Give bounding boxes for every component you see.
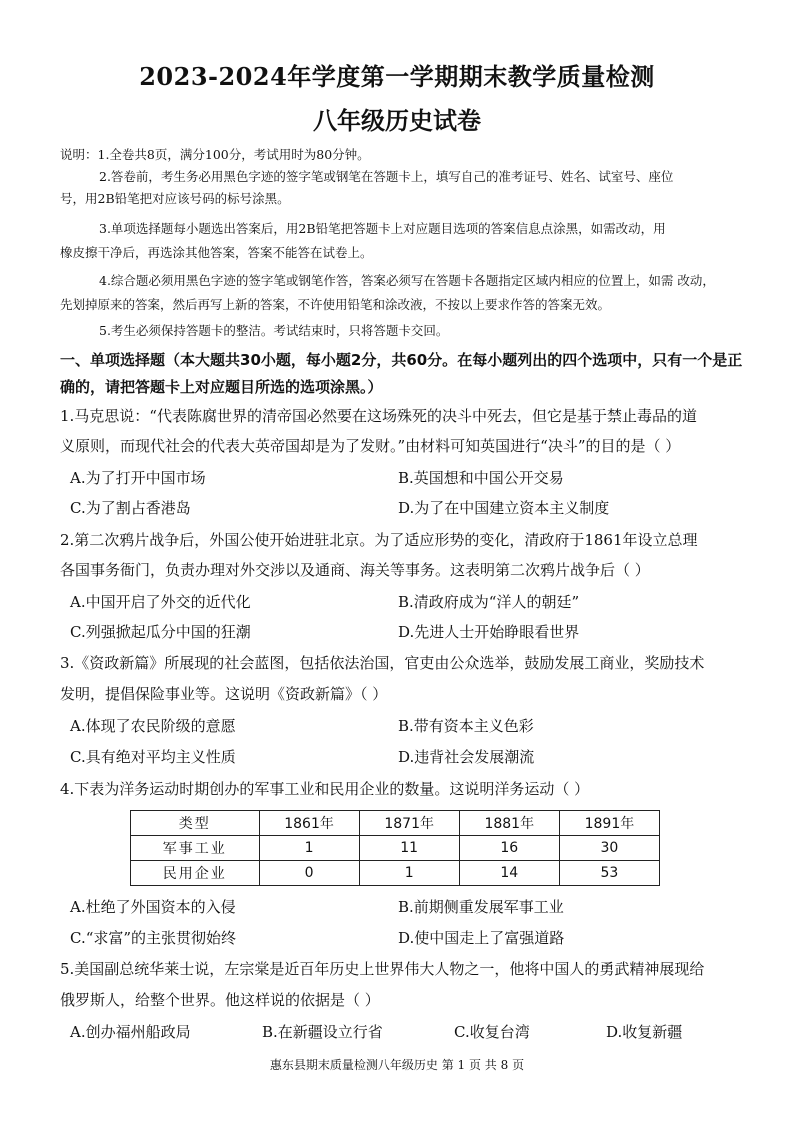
instruction-line: 3.单项选择题每小题选出答案后，用2B铅笔把答题卡上对应题目选项的答案信息点涂黑，如需改动，用 — [99, 221, 666, 236]
table-cell: 30 — [559, 836, 659, 861]
instruction-line: 2.答卷前，考生务必用黑色字迹的签字笔或钢笔在答题卡上，填写自己的准考证号、姓名、试室号、座位 — [99, 169, 674, 184]
table-cell: 14 — [459, 861, 559, 886]
table-header-cell: 1871年 — [359, 811, 459, 836]
question-5-option-c: C.收复台湾 — [454, 1023, 530, 1041]
instruction-line: 说明：1.全卷共8页，满分100分，考试用时为80分钟。 — [60, 147, 370, 162]
question-5-text: 俄罗斯人，给整个世界。他这样说的依据是（ ） — [60, 991, 380, 1009]
question-4-option-a: A.杜绝了外国资本的入侵 — [70, 898, 236, 916]
table-cell: 军事工业 — [131, 836, 260, 861]
section-heading: 一、单项选择题（本大题共30小题，每小题2分，共60分。在每小题列出的四个选项中，只有一个是正 — [60, 351, 743, 369]
question-2-option-b: B.清政府成为“洋人的朝廷” — [398, 593, 580, 611]
table-header-row — [131, 811, 660, 836]
question-5-option-b: B.在新疆设立行省 — [262, 1023, 383, 1041]
table-cell: 11 — [359, 836, 459, 861]
table-cell: 16 — [459, 836, 559, 861]
instruction-line: 先划掉原来的答案，然后再写上新的答案，不许使用铅笔和涂改液，不按以上要求作答的答案无效。 — [60, 297, 611, 312]
table-cell: 1 — [359, 861, 459, 886]
table-row — [131, 861, 660, 886]
question-5-option-d: D.收复新疆 — [606, 1023, 683, 1041]
table-header-cell: 1861年 — [259, 811, 359, 836]
question-2-option-a: A.中国开启了外交的近代化 — [70, 593, 251, 611]
instruction-line: 4.综合题必须用黑色字迹的签字笔或钢笔作答，答案必须写在答题卡各题指定区域内相应的位置上，如需 改动， — [99, 273, 715, 288]
question-2-text: 各国事务衙门，负责办理对外交涉以及通商、海关等事务。这表明第二次鸦片战争后（ ） — [60, 561, 650, 579]
question-5-option-a: A.创办福州船政局 — [70, 1023, 191, 1041]
section-heading: 确的，请把答题卡上对应题目所选的选项涂黑。） — [60, 378, 383, 396]
question-1-option-c: C.为了割占香港岛 — [70, 499, 191, 517]
table-cell: 民用企业 — [131, 861, 260, 886]
question-4-table — [130, 810, 660, 886]
table-header-cell: 1891年 — [559, 811, 659, 836]
question-4-option-b: B.前期侧重发展军事工业 — [398, 898, 564, 916]
page-footer: 惠东县期末质量检测八年级历史 第 1 页 共 8 页 — [269, 1058, 525, 1072]
question-3-option-c: C.具有绝对平均主义性质 — [70, 748, 236, 766]
question-2-option-c: C.列强掀起瓜分中国的狂潮 — [70, 623, 251, 641]
table-row — [131, 836, 660, 861]
question-3-text: 3.《资政新篇》所展现的社会蓝图，包括依法治国，官吏由公众选举，鼓励发展工商业，奖励技术 — [60, 654, 705, 672]
table-header-cell: 1881年 — [459, 811, 559, 836]
instruction-line: 号，用2B铅笔把对应该号码的标号涂黑。 — [60, 191, 290, 206]
question-1-option-a: A.为了打开中国市场 — [70, 469, 206, 487]
question-3-text: 发明，提倡保险事业等。这说明《资政新篇》（ ） — [60, 685, 388, 703]
page-title: 2023-2024年学度第一学期期末教学质量检测 — [139, 62, 655, 91]
question-2-option-d: D.先进人士开始睁眼看世界 — [398, 623, 580, 641]
question-1-text: 义原则，而现代社会的代表大英帝国却是为了发财。”由材料可知英国进行“决斗”的目的是（ ） — [60, 437, 681, 455]
question-5-text: 5.美国副总统华莱士说，左宗棠是近百年历史上世界伟大人物之一，他将中国人的勇武精神展现给 — [60, 960, 705, 978]
question-1-option-d: D.为了在中国建立资本主义制度 — [398, 499, 610, 517]
question-3-option-d: D.违背社会发展潮流 — [398, 748, 535, 766]
table-cell: 0 — [259, 861, 359, 886]
question-3-option-b: B.带有资本主义色彩 — [398, 717, 534, 735]
question-4-option-c: C.“求富”的主张贯彻始终 — [70, 929, 237, 947]
question-1-text: 1.马克思说：“代表陈腐世界的清帝国必然要在这场殊死的决斗中死去，但它是基于禁止毒品的道 — [60, 407, 697, 425]
table-cell: 1 — [259, 836, 359, 861]
instruction-line: 橡皮擦干净后，再选涂其他答案，答案不能答在试卷上。 — [60, 245, 373, 260]
question-1-option-b: B.英国想和中国公开交易 — [398, 469, 564, 487]
page-subtitle: 八年级历史试卷 — [313, 106, 481, 135]
table-header-cell: 类型 — [131, 811, 260, 836]
question-2-text: 2.第二次鸦片战争后，外国公使开始进驻北京。为了适应形势的变化，清政府于1861年设立总理 — [60, 531, 698, 549]
instruction-line: 5.考生必须保持答题卡的整洁。考试结束时，只将答题卡交回。 — [99, 323, 449, 338]
table-cell: 53 — [559, 861, 659, 886]
question-3-option-a: A.体现了农民阶级的意愿 — [70, 717, 236, 735]
question-4-option-d: D.使中国走上了富强道路 — [398, 929, 565, 947]
question-4-text: 4.下表为洋务运动时期创办的军事工业和民用企业的数量。这说明洋务运动（ ） — [60, 780, 590, 798]
